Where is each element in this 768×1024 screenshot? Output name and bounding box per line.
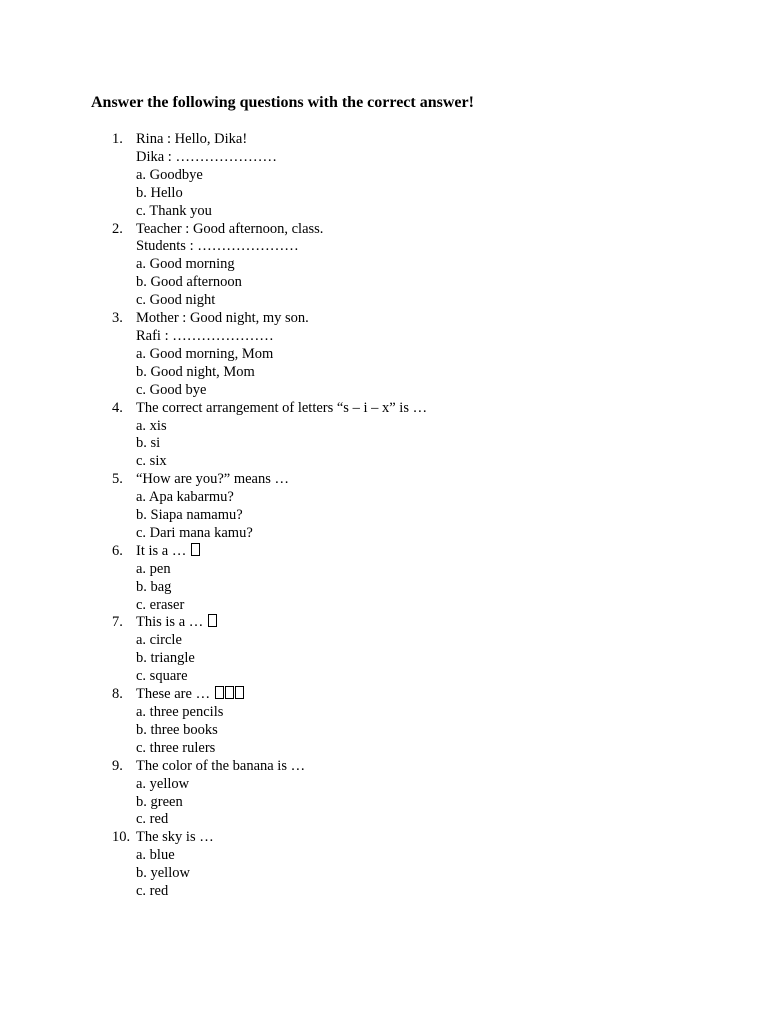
question-number: 2.: [112, 220, 123, 237]
question-text: [136, 686, 712, 704]
question-number: 3.: [112, 310, 123, 327]
question-stem: The color of the banana is …: [136, 757, 306, 774]
question-stem: Rina : Hello, Dika!: [136, 131, 248, 147]
answer-option: b. green: [136, 793, 183, 810]
question-stem: This is a …: [136, 614, 204, 631]
question-text: [136, 221, 712, 239]
question-number: 7.: [112, 614, 123, 631]
question-stem: Mother : Good night, my son.: [136, 310, 309, 327]
answer-option: a. three pencils: [136, 704, 224, 720]
answer-option: c. Thank you: [136, 202, 212, 219]
missing-glyph-icon: [225, 686, 234, 699]
question-stem: It is a …: [136, 542, 187, 559]
missing-glyph-icon: [208, 614, 217, 627]
dialogue-line: [136, 238, 712, 256]
answer-option: c. red: [136, 883, 169, 900]
answer-option: a. circle: [136, 632, 182, 649]
answer-option: a. yellow: [136, 775, 190, 792]
missing-glyph-icon: [215, 686, 224, 699]
answer-option: b. bag: [136, 578, 172, 595]
question-number: 10.: [112, 829, 131, 846]
dialogue-text: Rafi : …………………: [136, 327, 274, 344]
question-text: [136, 310, 712, 328]
question-stem: These are …: [136, 686, 211, 703]
question-number: 8.: [112, 686, 123, 703]
answer-option: b. Good afternoon: [136, 274, 242, 291]
answer-option: b. three books: [136, 721, 218, 738]
answer-option: a. Goodbye: [136, 166, 203, 183]
question-stem: Teacher : Good afternoon, class.: [136, 220, 324, 237]
question-text: [136, 543, 712, 561]
answer-option: b. si: [136, 435, 161, 452]
missing-glyph-icon: [191, 543, 200, 556]
question-item: [112, 543, 712, 615]
question-list: [112, 131, 712, 901]
answer-option: b. Good night, Mom: [136, 363, 255, 380]
question-number: 5.: [112, 471, 123, 488]
answer-option: c. Good bye: [136, 381, 207, 398]
missing-glyph-icon: [235, 686, 244, 699]
answer-option: a. Good morning: [136, 256, 235, 273]
answer-option: c. Dari mana kamu?: [136, 524, 253, 541]
answer-option: c. eraser: [136, 596, 185, 613]
question-number: 4.: [112, 399, 123, 416]
question-stem: The correct arrangement of letters “s – i – x” is …: [136, 399, 428, 416]
answer-option: c. square: [136, 668, 188, 685]
answer-option: a. pen: [136, 560, 171, 577]
question-item: [112, 310, 712, 400]
question-item: [112, 614, 712, 686]
answer-option: b. Siapa namamu?: [136, 507, 243, 524]
dialogue-line: [136, 149, 712, 167]
question-item: [112, 131, 712, 221]
question-item: [112, 400, 712, 472]
question-number: 9.: [112, 757, 123, 774]
answer-option: c. six: [136, 453, 167, 470]
question-item: [112, 686, 712, 758]
question-text: [136, 829, 712, 847]
answer-option: a. blue: [136, 847, 175, 864]
question-text: [136, 471, 712, 489]
answer-option: c. red: [136, 811, 169, 828]
answer-option: b. Hello: [136, 184, 183, 201]
answer-option: c. Good night: [136, 292, 216, 309]
question-item: [112, 471, 712, 543]
question-item: [112, 758, 712, 830]
question-stem: The sky is …: [136, 829, 214, 846]
answer-option: a. Apa kabarmu?: [136, 489, 234, 506]
dialogue-text: Dika : …………………: [136, 148, 277, 165]
question-text: [136, 131, 712, 149]
question-number: 6.: [112, 542, 123, 559]
question-item: [112, 221, 712, 311]
question-text: [136, 400, 712, 418]
answer-option: a. xis: [136, 417, 167, 434]
question-stem: “How are you?” means …: [136, 471, 289, 488]
answer-option: b. yellow: [136, 865, 190, 882]
question-number: 1.: [112, 131, 123, 147]
question-text: [136, 758, 712, 776]
answer-option: c. three rulers: [136, 739, 216, 756]
question-text: [136, 614, 712, 632]
answer-option: a. Good morning, Mom: [136, 345, 274, 362]
question-item: [112, 829, 712, 901]
dialogue-line: [136, 328, 712, 346]
dialogue-text: Students : …………………: [136, 238, 299, 255]
page-title: Answer the following questions with the correct answer!: [91, 94, 474, 111]
answer-option: b. triangle: [136, 650, 195, 667]
